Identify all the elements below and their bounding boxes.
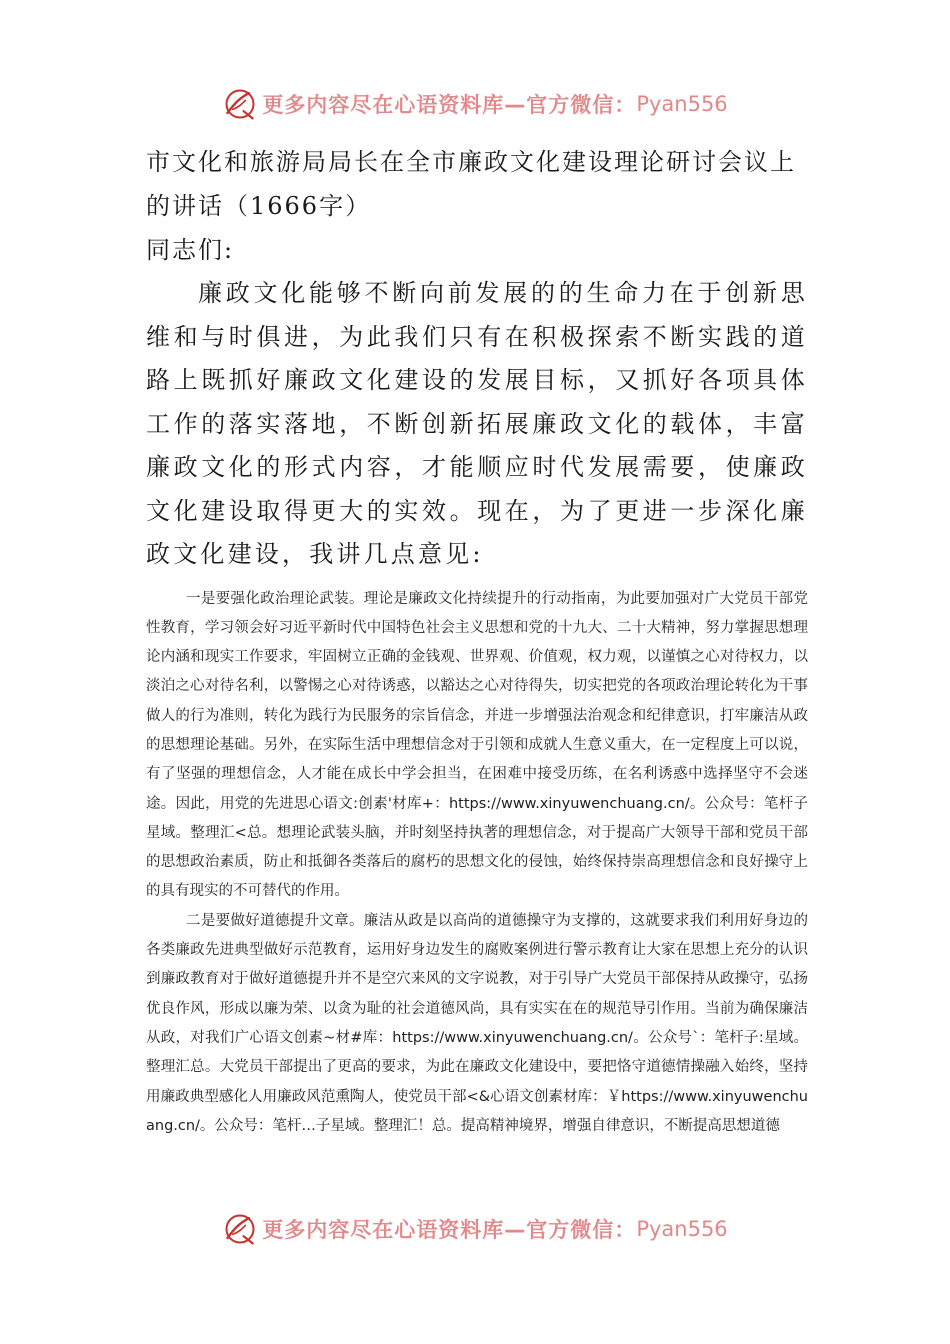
intro-paragraph: 廉政文化能够不断向前发展的的生命力在于创新思维和与时俱进，为此我们只有在积极探索不断实践的道路上既抓好廉政文化建设的发展目标，又抓好各项具体工作的落实落地，不断创新拓展廉政文化的载体，丰富廉政文化的形式内容，才能顺应时代发展需要，使廉政文化建设取得更大的实效。现在，为了更进一步深化廉政文化建设，我讲几点意见: [146,279,808,568]
document-title: 市文化和旅游局局长在全市廉政文化建设理论研讨会议上的讲话（1666字） [146,148,796,220]
greeting: 同志们: [146,236,235,264]
brush-signature-logo-icon [222,86,258,122]
brush-signature-logo-icon [222,1211,258,1247]
body-paragraph-2: 二是要做好道德提升文章。廉洁从政是以高尚的道德操守为支撑的，这就要求我们利用好身边的各类廉政先进典型做好示范教育，运用好身边发生的腐败案例进行警示教育让大家在思想上充分的认识到廉政教育对于做好道德提升并不是空穴来风的文字说教，对于引导广大党员干部保持从政操守，弘扬优良作风，形成以廉为荣、以贪为耻的社会道德风尚，具有实实在在的规范导引作用。当前为确保廉洁从政，对我们广心语文创素~材#库：https://www.xinyuwenchuang.cn/。公众号`：笔杆子:星域。整理汇总。大党员干部提出了更高的要求，为此在廉政文化建设中，要把恪守道德情操融入始终，坚持用廉政典型感化人用廉政风范熏陶人，使党员干部<&心语文创素材库：￥https://www.xinyuwenchuang.cn/。公众号：笔杆…子星域。整理汇！总。提高精神境界，增强自律意识，不断提高思想道德 [146,912,808,1134]
banner-text: 更多内容尽在心语资料库—官方微信： [262,93,637,117]
document-body [146,140,808,1141]
body-paragraph-1: 一是要强化政治理论武装。理论是廉政文化持续提升的行动指南，为此要加强对广大党员干部党性教育，学习领会好习近平新时代中国特色社会主义思想和党的十九大、二十大精神，努力掌握思想理论内涵和现实工作要求，牢固树立正确的金钱观、世界观、价值观，权力观，以谨慎之心对待权力，以淡泊之心对待名利，以警惕之心对待诱惑，以豁达之心对待得失，切实把党的各项政治理论转化为干事做人的行为准则，转化为践行为民服务的宗旨信念，并进一步增强法治观念和纪律意识，打牢廉洁从政的思想理论基础。另外，在实际生活中理想信念对于引领和成就人生意义重大，在一定程度上可以说，有了坚强的理想信念，人才能在成长中学会担当，在困难中接受历练，在名利诱惑中选择坚守不会迷途。因此，用党的先进思心语文:创素'材库+：https://www.xinyuwenchuang.cn/。公众号：笔杆子星域。整理汇<总。想理论武装头脑，并时刻坚持执著的理想信念，对于提高广大领导干部和党员干部的思想政治素质，防止和抵御各类落后的腐朽的思想文化的侵蚀，始终保持崇高理想信念和良好操守上的具有现实的不可替代的作用。 [146,590,808,900]
banner-wechat-id: Pyan556 [636,92,728,116]
banner-text: 更多内容尽在心语资料库—官方微信： [262,1218,637,1242]
banner-wechat-id: Pyan556 [636,1217,728,1241]
header-banner [0,84,950,124]
footer-banner [0,1209,950,1249]
